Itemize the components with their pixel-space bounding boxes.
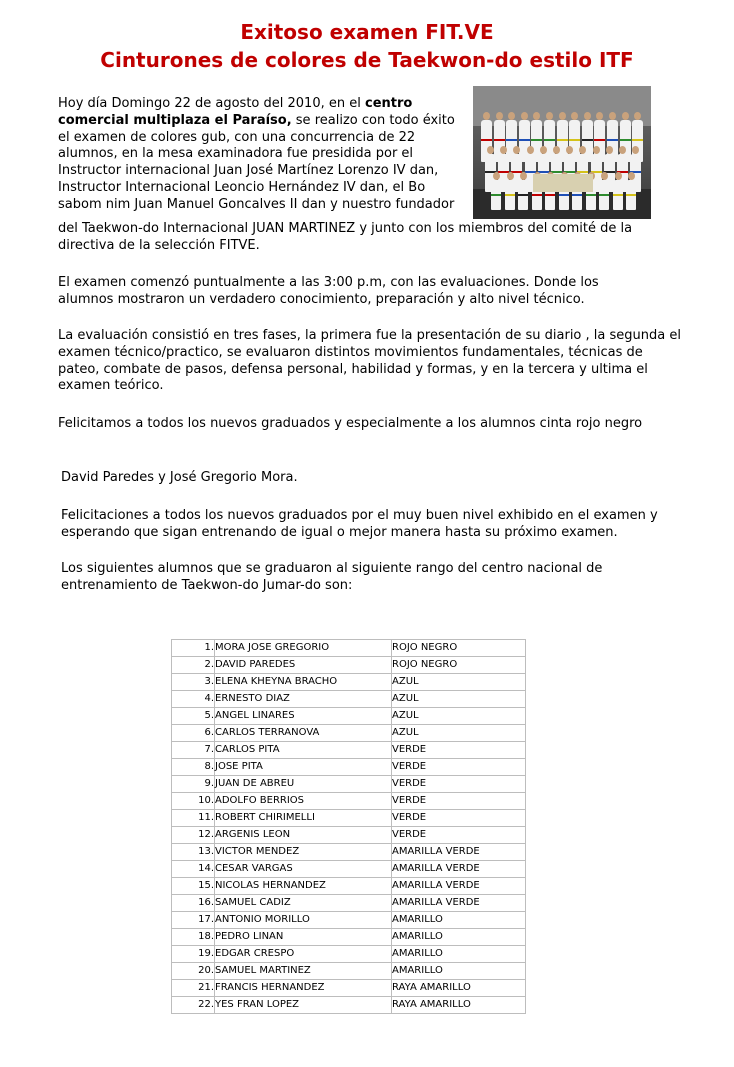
row-number: 20.: [172, 963, 215, 980]
row-number: 8.: [172, 759, 215, 776]
table-row: [172, 759, 526, 776]
row-number: 7.: [172, 742, 215, 759]
paragraph-names: David Paredes y José Gregorio Mora.: [61, 470, 298, 485]
table-row: [172, 878, 526, 895]
belt-rank: AMARILLO: [392, 946, 526, 963]
table-row: [172, 776, 526, 793]
row-number: 9.: [172, 776, 215, 793]
student-name: SAMUEL MARTINEZ: [215, 963, 392, 980]
row-number: 10.: [172, 793, 215, 810]
row-number: 15.: [172, 878, 215, 895]
table-row: [172, 657, 526, 674]
table-row: [172, 912, 526, 929]
paragraph-evaluation: La evaluación consistió en tres fases, la primera fue la presentación de su diario , la segunda el examen técnico/practico, se evaluaron distintos movimientos fundamentales, técnicas de pateo, combate de pasos, defensa personal, habilidad y formas, y en la tercera y ultima el examen teórico.: [58, 328, 681, 394]
row-number: 11.: [172, 810, 215, 827]
group-photo-icon: [473, 86, 651, 219]
row-number: 12.: [172, 827, 215, 844]
student-name: ELENA KHEYNA BRACHO: [215, 674, 392, 691]
student-name: DAVID PAREDES: [215, 657, 392, 674]
table-row: [172, 725, 526, 742]
belt-rank: AZUL: [392, 708, 526, 725]
row-number: 2.: [172, 657, 215, 674]
row-number: 5.: [172, 708, 215, 725]
table-row: [172, 691, 526, 708]
student-name: SAMUEL CADIZ: [215, 895, 392, 912]
student-name: ARGENIS LEON: [215, 827, 392, 844]
row-number: 6.: [172, 725, 215, 742]
row-number: 22.: [172, 997, 215, 1014]
student-name: ERNESTO DIAZ: [215, 691, 392, 708]
belt-rank: AMARILLO: [392, 912, 526, 929]
student-name: VICTOR MENDEZ: [215, 844, 392, 861]
student-name: MORA JOSE GREGORIO: [215, 640, 392, 657]
intro-paragraph-continued: del Taekwon-do Internacional JUAN MARTINEZ y junto con los miembros del comité de la directiva de la selección FITVE.: [58, 221, 633, 253]
intro-location: centro comercial multiplaza el Paraíso,: [58, 96, 413, 128]
student-name: JOSE PITA: [215, 759, 392, 776]
table-row: [172, 929, 526, 946]
belt-rank: AMARILLA VERDE: [392, 861, 526, 878]
belt-rank: VERDE: [392, 742, 526, 759]
table-row: [172, 844, 526, 861]
belt-rank: VERDE: [392, 793, 526, 810]
student-name: CARLOS PITA: [215, 742, 392, 759]
table-row: [172, 861, 526, 878]
belt-rank: AZUL: [392, 674, 526, 691]
table-row: [172, 793, 526, 810]
table-row: [172, 810, 526, 827]
row-number: 1.: [172, 640, 215, 657]
belt-rank: VERDE: [392, 827, 526, 844]
row-number: 17.: [172, 912, 215, 929]
student-name: NICOLAS HERNANDEZ: [215, 878, 392, 895]
student-name: CESAR VARGAS: [215, 861, 392, 878]
student-name: PEDRO LINAN: [215, 929, 392, 946]
belt-rank: RAYA AMARILLO: [392, 997, 526, 1014]
row-number: 21.: [172, 980, 215, 997]
student-name: JUAN DE ABREU: [215, 776, 392, 793]
table-row: [172, 963, 526, 980]
student-name: ANTONIO MORILLO: [215, 912, 392, 929]
intro-text-start: Hoy día Domingo 22 de agosto del 2010, en el: [58, 96, 365, 111]
student-name: ROBERT CHIRIMELLI: [215, 810, 392, 827]
student-name: EDGAR CRESPO: [215, 946, 392, 963]
student-name: YES FRAN LOPEZ: [215, 997, 392, 1014]
table-row: [172, 742, 526, 759]
row-number: 4.: [172, 691, 215, 708]
paragraph-graduates: Felicitaciones a todos los nuevos graduados por el muy buen nivel exhibido en el examen y esperando que sigan entrenando de igual o mejor manera hasta su próximo examen.: [61, 508, 658, 540]
student-name: ANGEL LINARES: [215, 708, 392, 725]
intro-text-rest: se realizo con todo éxito el examen de colores gub, con una concurrencia de 22 alumnos, en la mesa examinadora fue presidida por el Instructor internacional Juan José Martínez Lorenzo IV dan, Instructor Internacional Leoncio Hernández IV dan, el Bo sabom nim Juan Manuel Goncalves II dan y nuestro fundador: [58, 112, 455, 212]
belt-rank: VERDE: [392, 810, 526, 827]
table-row: [172, 946, 526, 963]
table-row: [172, 980, 526, 997]
row-number: 16.: [172, 895, 215, 912]
student-name: FRANCIS HERNANDEZ: [215, 980, 392, 997]
belt-rank: RAYA AMARILLO: [392, 980, 526, 997]
student-name: CARLOS TERRANOVA: [215, 725, 392, 742]
paragraph-exam-start: El examen comenzó puntualmente a las 3:00 p.m, con las evaluaciones. Donde los alumnos mostraron un verdadero conocimiento, preparación y alto nivel técnico.: [58, 275, 599, 307]
table-row: [172, 708, 526, 725]
table-row: [172, 640, 526, 657]
row-number: 13.: [172, 844, 215, 861]
belt-rank: ROJO NEGRO: [392, 640, 526, 657]
table-row: [172, 895, 526, 912]
table-row: [172, 674, 526, 691]
paragraph-congratulations: Felicitamos a todos los nuevos graduados y especialmente a los alumnos cinta rojo negro: [58, 416, 643, 431]
belt-rank: AMARILLO: [392, 963, 526, 980]
belt-rank: AMARILLA VERDE: [392, 878, 526, 895]
belt-rank: AMARILLA VERDE: [392, 844, 526, 861]
row-number: 19.: [172, 946, 215, 963]
table-row: [172, 997, 526, 1014]
graduates-table: [171, 639, 526, 1014]
belt-rank: AMARILLA VERDE: [392, 895, 526, 912]
belt-rank: AMARILLO: [392, 929, 526, 946]
belt-rank: AZUL: [392, 725, 526, 742]
belt-rank: ROJO NEGRO: [392, 657, 526, 674]
paragraph-list-intro: Los siguientes alumnos que se graduaron al siguiente rango del centro nacional de entrenamiento de Taekwon-do Jumar-do son:: [61, 561, 603, 593]
belt-rank: AZUL: [392, 691, 526, 708]
intro-paragraph: [58, 96, 468, 214]
table-row: [172, 827, 526, 844]
row-number: 18.: [172, 929, 215, 946]
page-title: Exitoso examen FIT.VE: [240, 20, 494, 44]
row-number: 3.: [172, 674, 215, 691]
belt-rank: VERDE: [392, 759, 526, 776]
row-number: 14.: [172, 861, 215, 878]
page-subtitle: Cinturones de colores de Taekwon-do estilo ITF: [100, 48, 634, 72]
student-name: ADOLFO BERRIOS: [215, 793, 392, 810]
belt-rank: VERDE: [392, 776, 526, 793]
